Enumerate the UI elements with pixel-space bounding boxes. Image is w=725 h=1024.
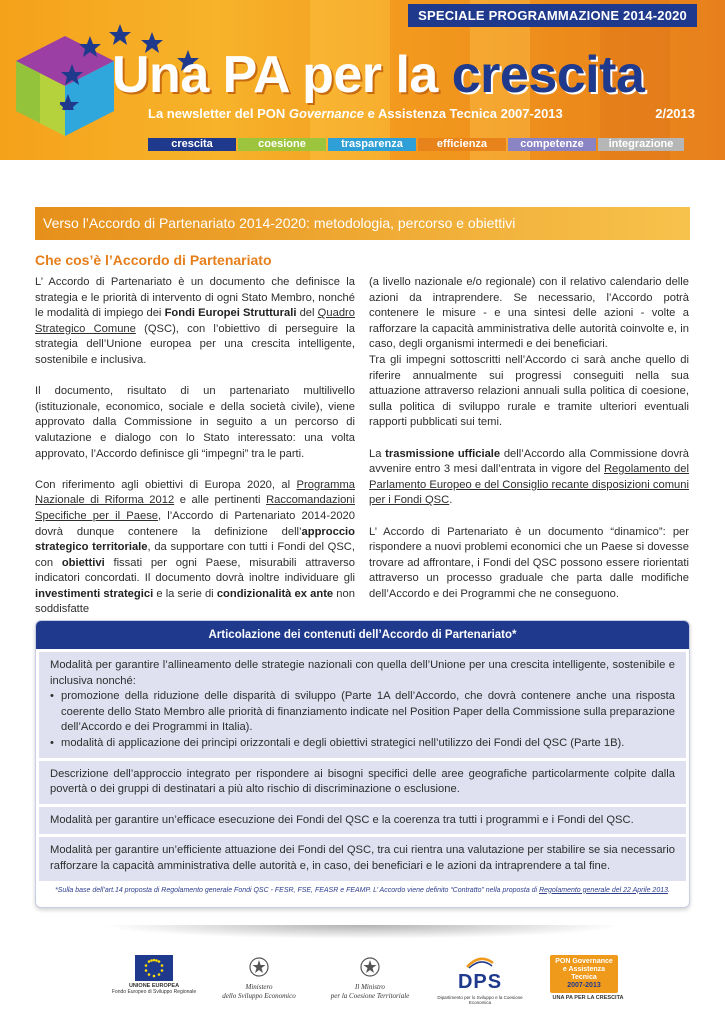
section-title: Verso l’Accordo di Partenariato 2014-2020: metodologia, percorso e obiettivi <box>35 207 690 240</box>
eu-flag-icon <box>135 955 173 981</box>
minister-logo <box>320 955 420 1001</box>
eu-logo <box>104 955 204 995</box>
text: del <box>296 307 318 320</box>
subtitle-pre: La newsletter del PON <box>148 106 289 121</box>
contents-box <box>35 620 690 908</box>
dps-wordmark: DPS <box>457 971 503 993</box>
text: , da supportare con tutti i Fondi del QSC, con <box>35 541 355 569</box>
theme-tags <box>148 138 684 151</box>
link-pnr[interactable]: Programma Nazionale di Riforma 2012 <box>35 478 355 507</box>
link-regolamento-generale[interactable]: Regolamento generale del 22 Aprile 2013 <box>539 886 669 894</box>
bold-text: trasmissione ufficiale <box>385 447 501 460</box>
text: L’ Accordo di Partenariato è un documento che definisce la strategia e le priorità di intervento di ogni Stato Membro, nonché le modalità di impiego dei <box>35 276 355 320</box>
eu-label: UNIONE EUROPEA <box>128 983 180 989</box>
text: non soddisfatte <box>35 587 355 616</box>
text: Con riferimento agli obiettivi di Europa 2020, al <box>35 478 297 491</box>
text: *Sulla base dell’art.14 proposta di Regolamento generale Fondi QSC - FESR, FSE, FEASR e FEAMP. L’ Accordo viene definito “Contratto” nella proposta di <box>55 886 540 894</box>
link-raccomandazioni[interactable]: Raccomandazioni Specifiche per il Paese <box>35 494 356 522</box>
paragraph <box>35 478 355 618</box>
minister-line1: Il Ministro <box>355 983 385 991</box>
bold-text: approccio strategico territoriale <box>35 525 355 554</box>
list-item: • modalità di applicazione dei principi orizzontali e degli obiettivi strategici nell’utilizzo dei Fondi del QSC (Parte 1B). <box>50 736 675 752</box>
newsletter-title <box>112 45 644 105</box>
tag-trasparenza: trasparenza <box>328 138 416 151</box>
box-row: Modalità per garantire un’efficiente attuazione dei Fondi del QSC, tra cui rientra una valutazione per stabilire se sia necessario rafforzare la capacità amministrativa delle autorità e, in caso, dei beneficiari e le azioni da intraprendere a tal fine. <box>39 837 686 880</box>
pon-line1: PON Governance <box>555 958 613 965</box>
tag-competenze: competenze <box>508 138 596 151</box>
dps-subtitle: Dipartimento per lo Sviluppo e la Coesione Economica <box>437 995 523 1005</box>
article-heading: Che cos’è l’Accordo di Partenariato <box>35 252 272 268</box>
box-row: Descrizione dell’approccio integrato per rispondere ai bisogni specifici delle aree geografiche particolarmente colpite dalla povertà o dei gruppi di destinatari a più alto rischio di discriminazione o esclusione. <box>39 761 686 804</box>
paragraph <box>369 447 689 509</box>
text: . <box>449 494 453 507</box>
issue-number: 2/2013 <box>655 106 695 121</box>
pon-tagline: UNA PA PER LA CRESCITA <box>552 995 624 1001</box>
pon-line2: e Assistenza Tecnica <box>562 966 606 981</box>
pon-badge <box>550 955 618 993</box>
box-row: Modalità per garantire un’efficace esecuzione dei Fondi del QSC e la coerenza tra tutti i programmi e i Fondi del QSC. <box>39 807 686 835</box>
minister-line2: per la Coesione Territoriale <box>330 992 410 1000</box>
bold-text: obiettivi <box>61 556 105 569</box>
republic-emblem-icon <box>358 955 382 979</box>
bold-text: condizionalità ex ante <box>216 587 334 600</box>
text: , l’Accordo di Partenariato 2014-2020 dovrà dunque contenere la definizione dell’ <box>35 509 355 538</box>
title-main: Una PA per la <box>112 46 452 104</box>
text: e la serie di <box>153 587 217 600</box>
pon-years: 2007-2013 <box>567 982 601 989</box>
text: . <box>668 886 670 894</box>
paragraph: L’ Accordo di Partenariato è un documento “dinamico”: per rispondere a nuovi problemi economici che un Paese si dovesse trovare ad affrontare, i Fondi del QSC possono essere riorientati attraverso un processo graduale che parta dalle modifiche dell’Accordo e dei Programmi che ne conseguono. <box>369 525 689 600</box>
tag-crescita: crescita <box>148 138 236 151</box>
text: e alle pertinenti <box>174 494 267 507</box>
ministry-line2: dello Sviluppo Economico <box>222 992 296 1000</box>
divider-shadow <box>100 925 625 939</box>
dps-swoosh-icon <box>465 955 495 969</box>
text: La <box>369 447 386 460</box>
bold-text: Fondi Europei Strutturali <box>164 307 297 320</box>
tag-integrazione: integrazione <box>598 138 684 151</box>
bold-text: investimenti strategici <box>35 587 154 600</box>
dps-logo <box>430 955 530 1005</box>
republic-emblem-icon <box>247 955 271 979</box>
ministry-logo <box>214 955 304 1001</box>
special-banner: SPECIALE PROGRAMMAZIONE 2014-2020 <box>408 4 697 27</box>
list-item: • promozione della riduzione delle disparità di sviluppo (Parte 1A dell’Accordo, che dovrà contenere anche una risposta coerente dello Stato Membro alle priorità di finanziamento indicate nel Position Paper della Commissione sulla preparazione dell’Accordo e dei Programmi in Italia). <box>50 689 675 736</box>
masthead <box>0 0 725 160</box>
box-title: Articolazione dei contenuti dell’Accordo di Partenariato* <box>36 621 689 649</box>
subtitle-post: e Assistenza Tecnica 2007-2013 <box>364 106 563 121</box>
paragraph: Il documento, risultato di un partenariato multilivello (istituzionale, economico, sociale e della società civile), viene approvato dalla Commissione in seguito a un percorso di valutazione e dialogo con lo Stato interessato: una volta approvato, l’Accordo definisce gli “impegni” tra le parti. <box>35 385 355 460</box>
tag-coesione: coesione <box>238 138 326 151</box>
tag-efficienza: efficienza <box>418 138 506 151</box>
eu-fund-label: Fondo Europeo di Sviluppo Regionale <box>111 989 197 995</box>
newsletter-subtitle <box>148 106 563 121</box>
text: dell’Accordo alla Commissione dovrà avvenire entro 3 mesi dall’entrata in vigore del <box>369 447 690 476</box>
box-footnote <box>36 881 689 894</box>
subtitle-governance: Governance <box>288 106 365 121</box>
paragraph <box>35 275 355 369</box>
paragraph: Tra gli impegni sottoscritti nell’Accordo ci sarà anche quello di riferire annualmente sui progressi conseguiti nella sua attuazione attraverso relazioni annuali sulla politica di coesione, sulla politica di sviluppo rurale e tramite ulteriori eventuali rapporti pubblicati sui temi. <box>369 353 689 429</box>
paragraph: (a livello nazionale e/o regionale) con il relativo calendario delle azioni da intraprendere. Se necessario, l’Accordo potrà contenere le misure - e una sintesi delle azioni - volte a rafforzare la capacità amministrativa delle autorità coinvolte e, in caso, degli organismi intermedi e dei beneficiari. <box>369 276 689 351</box>
text: fissati per ogni Paese, misurabili attraverso indicatori concordati. Il documento dovrà inoltre individuare gli <box>35 556 356 585</box>
text: (QSC), con l’obiettivo di perseguire la strategia dell’Unione europea per una crescita intelligente, sostenibile e inclusiva. <box>35 322 355 366</box>
link-regolamento[interactable]: Regolamento del Parlamento Europeo e del Consiglio recante disposizioni comuni per i Fondi QSC <box>369 463 689 507</box>
right-column <box>369 275 689 618</box>
link-qsc[interactable]: Quadro Strategico Comune <box>35 307 355 335</box>
title-accent: crescita <box>451 46 645 104</box>
pon-logo <box>550 955 626 1001</box>
ministry-line1: Ministero <box>245 983 273 991</box>
box-row-intro: Modalità per garantire l’allineamento delle strategie nazionali con quella dell’Unione per una crescita intelligente, sostenibile e inclusiva nonché: <box>50 659 675 687</box>
box-row <box>39 652 686 758</box>
left-column <box>35 275 355 618</box>
bullet-list <box>50 689 675 751</box>
